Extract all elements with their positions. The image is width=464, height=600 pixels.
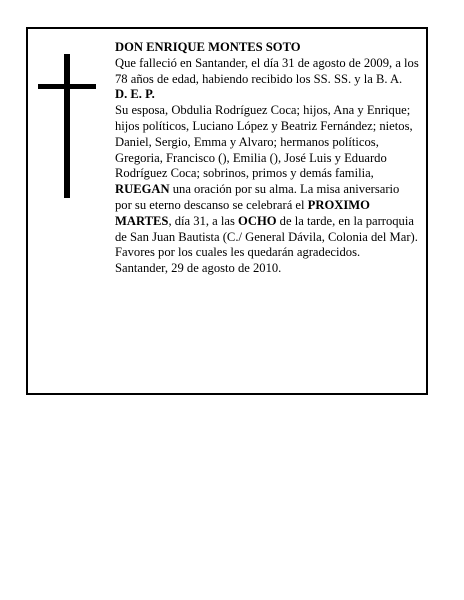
place-date: Santander, 29 de agosto de 2010. bbox=[115, 261, 282, 276]
proximo-martes: PROXIMO MARTES bbox=[115, 197, 370, 228]
request-text-3: de la tarde, en la parroquia de San Juan Bautista (C./ General Dávila, Colonia del Mar). Favores por los cuales les quedarán agradecidos. bbox=[115, 213, 418, 260]
request-paragraph bbox=[115, 182, 419, 261]
family-list: Su esposa, Obdulia Rodríguez Coca; hijos, Ana y Enrique; hijos políticos, Luciano López y Beatriz Fernández; nietos, Daniel, Sergio, Emma y Alvaro; hermanos políticos, Gregoria, Francisco (), Emilia (), José Luis y Eduardo Rodríguez Coca; sobrinos, primos y demás familia, bbox=[115, 103, 413, 181]
deceased-name: DON ENRIQUE MONTES SOTO bbox=[115, 40, 301, 54]
death-statement: Que falleció en Santander, el día 31 de agosto de 2009, a los 78 años de edad, habiendo recibido los SS. SS. y la B. A. bbox=[115, 55, 419, 86]
cross-icon bbox=[38, 54, 100, 200]
dep-line: D. E. P. bbox=[115, 87, 155, 102]
ocho-word: OCHO bbox=[238, 213, 277, 228]
ruegan-word: RUEGAN bbox=[115, 182, 170, 197]
request-text-1: una oración por su alma. La misa aniversario por su eterno descanso se celebrará el bbox=[115, 182, 400, 212]
obituary-frame bbox=[26, 27, 428, 395]
request-text-2: , día 31, a las bbox=[168, 213, 239, 228]
cross-vertical-bar bbox=[64, 54, 70, 198]
obituary-text bbox=[115, 40, 419, 277]
cross-horizontal-bar bbox=[38, 84, 96, 89]
